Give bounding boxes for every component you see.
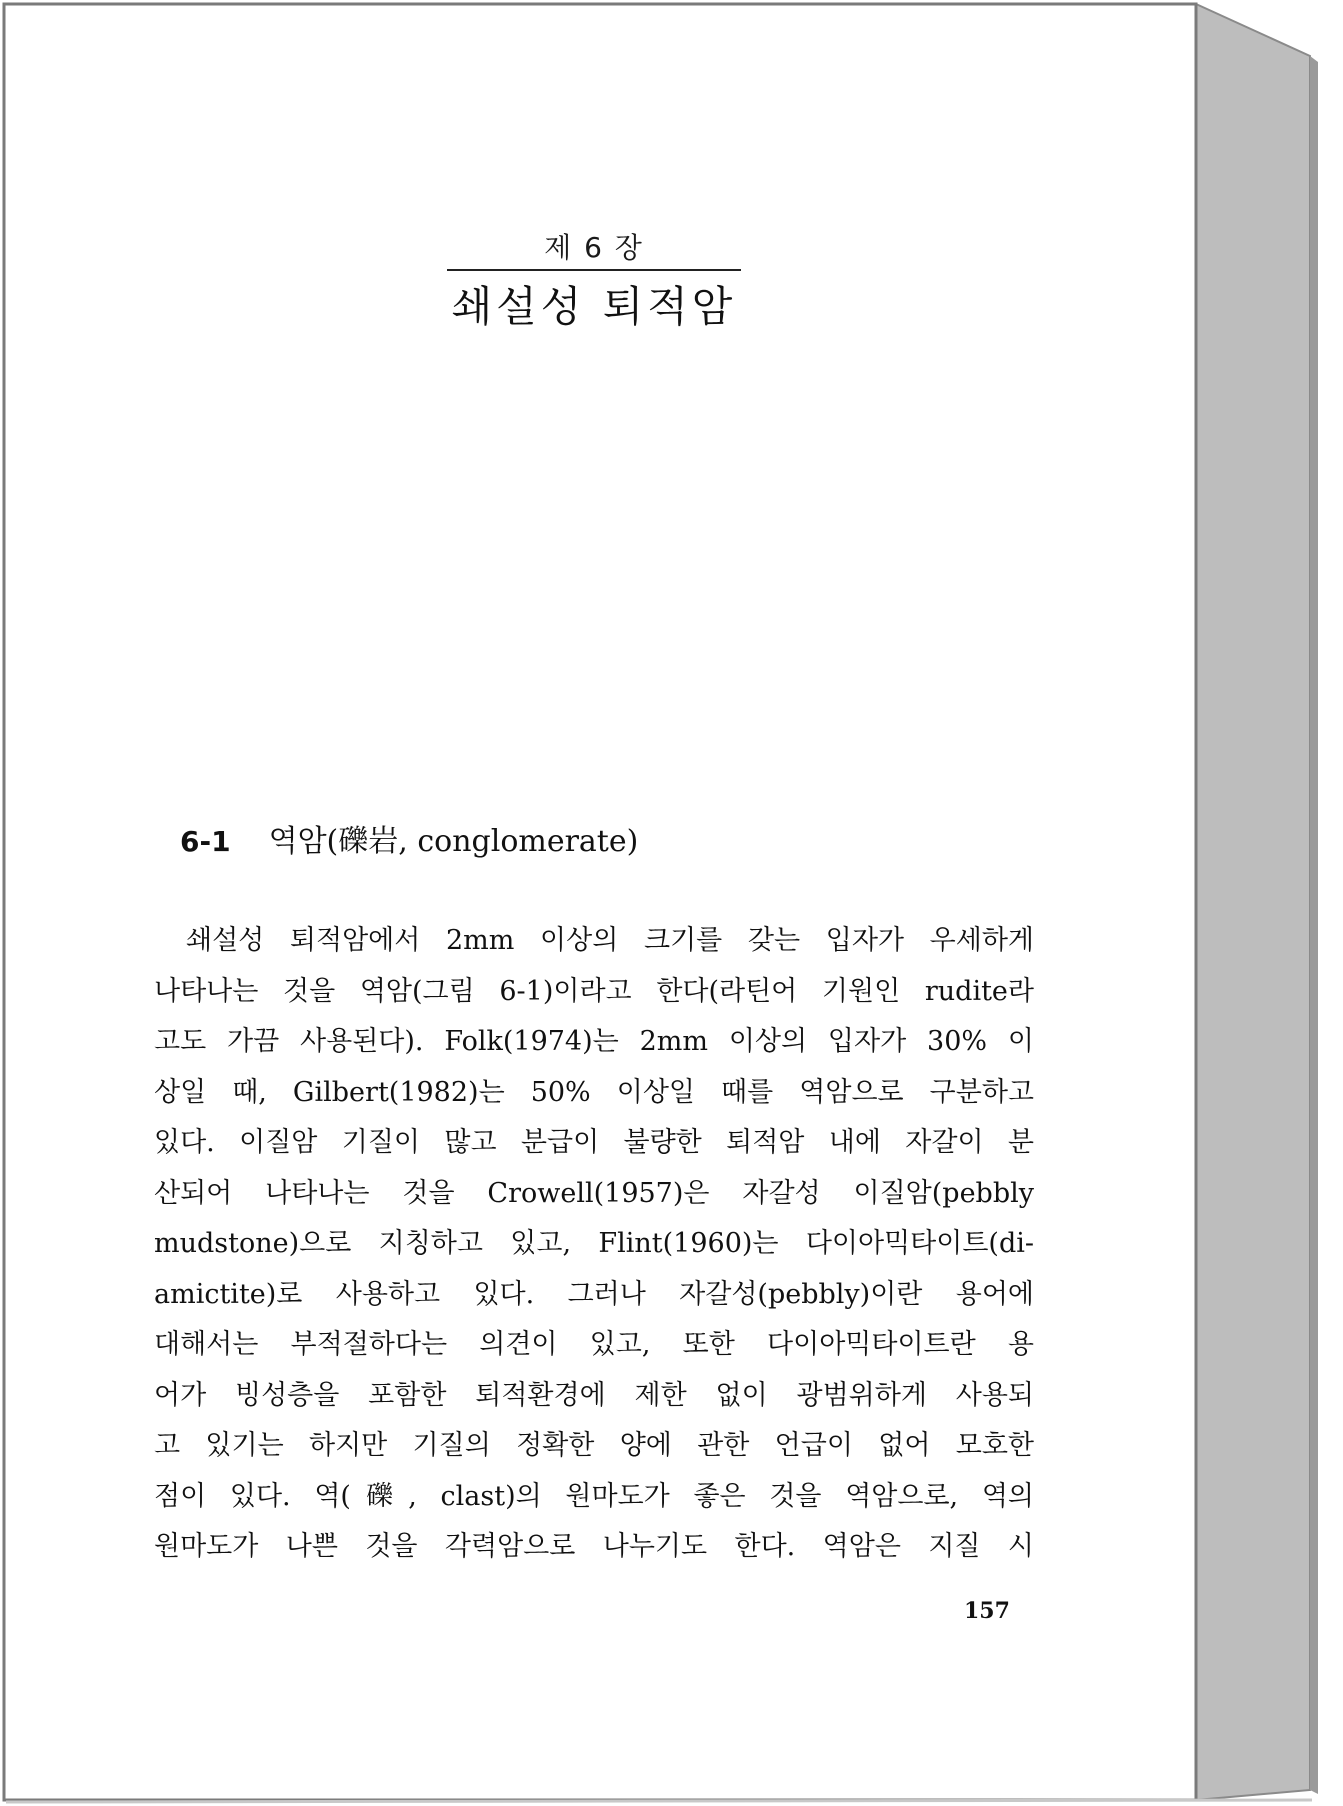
body-line: 점이 있다. 역(礫, clast)의 원마도가 좋은 것을 역암으로, 역의: [154, 1480, 1034, 1512]
chapter-title: 쇄설성 퇴적암: [451, 282, 737, 331]
body-line: 어가 빙성층을 포함한 퇴적환경에 제한 없이 광범위하게 사용되: [154, 1379, 1034, 1411]
body-line: mudstone)으로 지칭하고 있고, Flint(1960)는 다이아믹타이트(di-: [154, 1228, 1034, 1259]
body-line: 고도 가끔 사용된다). Folk(1974)는 2mm 이상의 입자가 30% 이: [154, 1026, 1034, 1057]
body-line: 있다. 이질암 기질이 많고 분급이 불량한 퇴적암 내에 자갈이 분: [154, 1127, 1034, 1158]
body-line: amictite)로 사용하고 있다. 그러나 자갈성(pebbly)이란 용어에: [154, 1278, 1034, 1310]
body-line: 고 있기는 하지만 기질의 정확한 양에 관한 언급이 없어 모호한: [154, 1430, 1034, 1461]
book-side-shadow: [1310, 56, 1318, 1794]
page: [4, 4, 1196, 1798]
body-line: 쇄설성 퇴적암에서 2mm 이상의 크기를 갖는 입자가 우세하게: [186, 925, 1034, 956]
body-paragraph: [154, 916, 1034, 1573]
chapter-rule: [447, 269, 741, 271]
body-line: 대해서는 부적절하다는 의견이 있고, 또한 다이아믹타이트란 용: [154, 1329, 1034, 1360]
section-number: 6-1: [180, 825, 231, 858]
body-line: 원마도가 나쁜 것을 각력암으로 나누기도 한다. 역암은 지질 시: [154, 1531, 1034, 1562]
section-title: 역암(礫岩, conglomerate): [268, 824, 639, 859]
body-line: 산되어 나타나는 것을 Crowell(1957)은 자갈성 이질암(pebbly: [154, 1177, 1034, 1209]
body-line: 상일 때, Gilbert(1982)는 50% 이상일 때를 역암으로 구분하고: [154, 1076, 1034, 1108]
section-heading: [180, 816, 638, 860]
chapter-label: 제 6 장: [544, 231, 644, 264]
body-line: 나타나는 것을 역암(그림 6-1)이라고 한다(라틴어 기원인 rudite라: [154, 975, 1034, 1007]
page-number: 157: [964, 1598, 1010, 1624]
book-side-edge: [1196, 4, 1310, 1800]
